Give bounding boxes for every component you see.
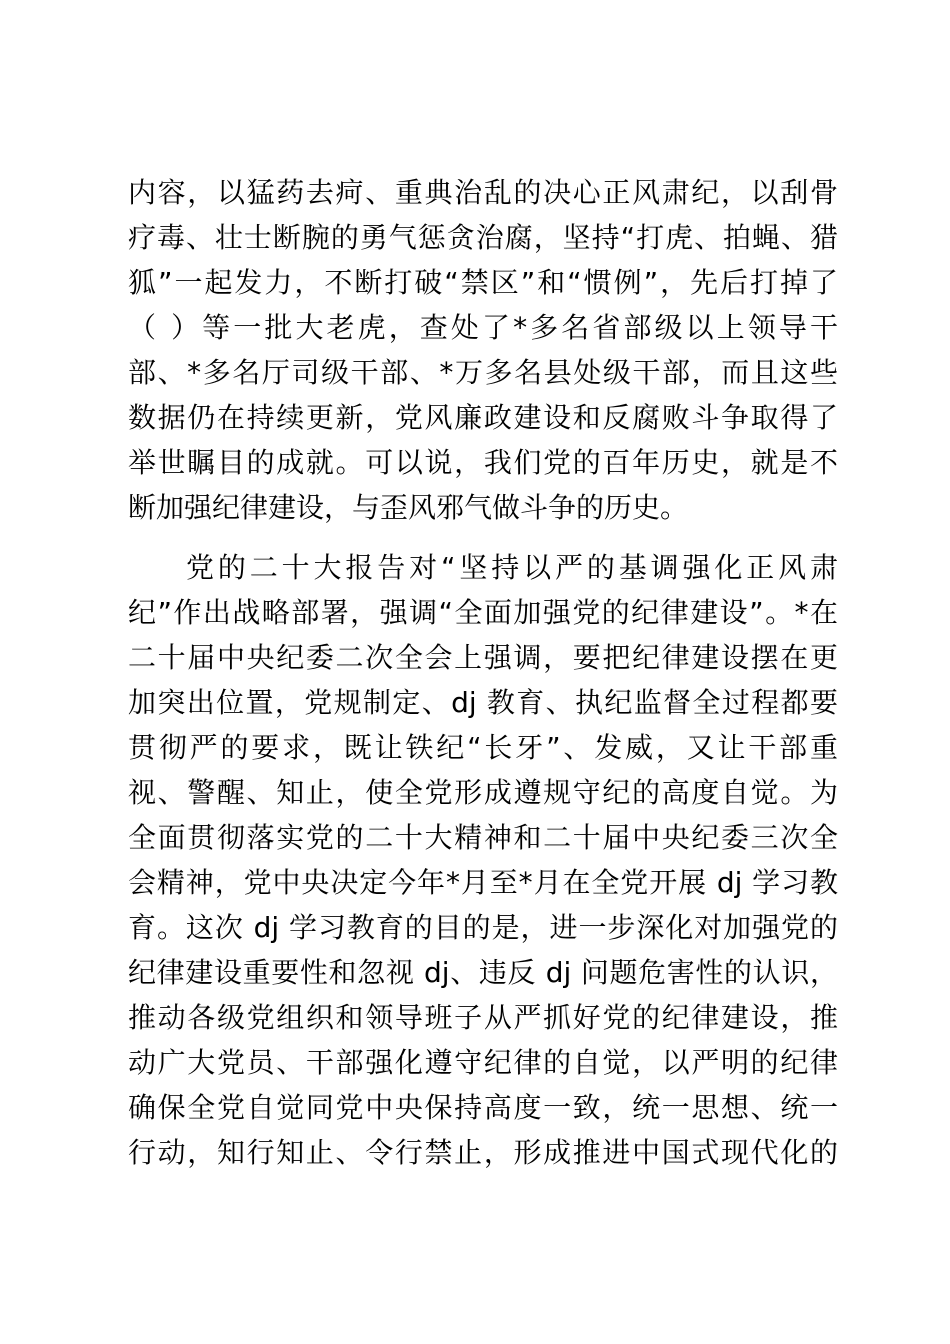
paragraph-line: 育。这次 dj 学习教育的目的是，进一步深化对加强党的 — [128, 911, 838, 944]
paragraph-line: 狐”一起发力，不断打破“禁区”和“惯例”，先后打掉了 — [128, 266, 838, 299]
paragraph-line: 视、警醒、知止，使全党形成遵规守纪的高度自觉。为 — [128, 776, 838, 809]
paragraph-line: 加突出位置，党规制定、dj 教育、执纪监督全过程都要 — [128, 686, 838, 719]
paragraph-line: 举世瞩目的成就。可以说，我们党的百年历史，就是不 — [128, 446, 838, 479]
paragraph-line: 推动各级党组织和领导班子从严抓好党的纪律建设，推 — [128, 1001, 838, 1034]
paragraph-line: 党的二十大报告对“坚持以严的基调强化正风肃 — [186, 551, 838, 584]
paragraph-line: 纪律建设重要性和忽视 dj、违反 dj 问题危害性的认识， — [128, 956, 838, 989]
paragraph-line: 纪”作出战略部署，强调“全面加强党的纪律建设”。*在 — [128, 596, 838, 629]
paragraph-line: 断加强纪律建设，与歪风邪气做斗争的历史。 — [128, 491, 689, 524]
paragraph-line: 贯彻严的要求，既让铁纪“长牙”、发威，又让干部重 — [128, 731, 838, 764]
paragraph-2 — [128, 545, 838, 1175]
paragraph-line: 全面贯彻落实党的二十大精神和二十届中央纪委三次全 — [128, 821, 838, 854]
paragraph-line: 数据仍在持续更新，党风廉政建设和反腐败斗争取得了 — [128, 401, 838, 434]
paragraph-line: 内容，以猛药去疴、重典治乱的决心正风肃纪，以刮骨 — [128, 176, 838, 209]
paragraph-line: 确保全党自觉同党中央保持高度一致，统一思想、统一 — [128, 1091, 838, 1124]
paragraph-line: （ ）等一批大老虎，查处了*多名省部级以上领导干 — [128, 311, 838, 344]
paragraph-line: 疗毒、壮士断腕的勇气惩贪治腐，坚持“打虎、拍蝇、猎 — [128, 221, 838, 254]
paragraph-line: 二十届中央纪委二次全会上强调，要把纪律建设摆在更 — [128, 641, 838, 674]
paragraph-line: 行动，知行知止、令行禁止，形成推进中国式现代化的 — [128, 1136, 838, 1169]
paragraph-line: 会精神，党中央决定今年*月至*月在全党开展 dj 学习教 — [128, 866, 838, 899]
paragraph-1 — [128, 170, 838, 530]
paragraph-line: 部、*多名厅司级干部、*万多名县处级干部，而且这些 — [128, 356, 838, 389]
paragraph-line: 动广大党员、干部强化遵守纪律的自觉，以严明的纪律 — [128, 1046, 838, 1079]
